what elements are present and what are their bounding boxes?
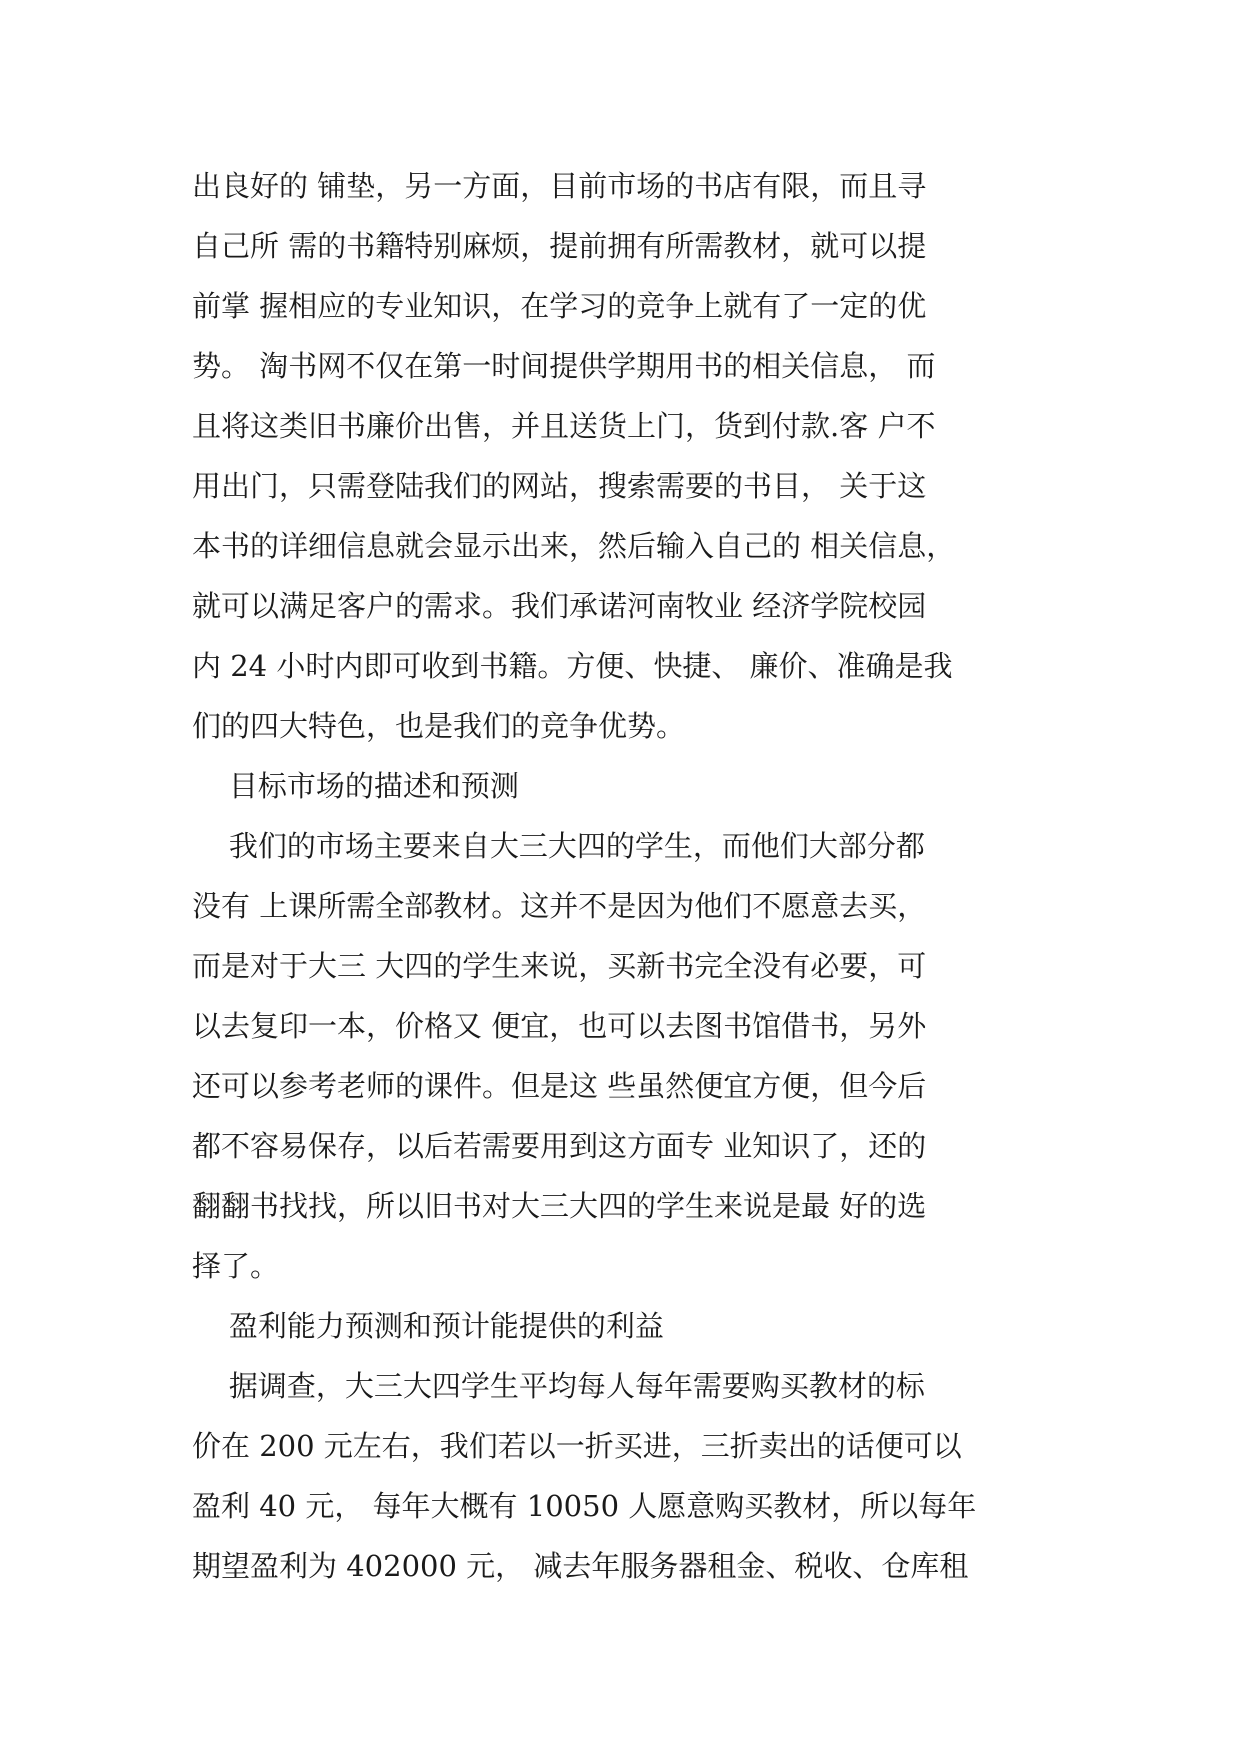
- paragraph-line: 内 24 小时内即可收到书籍。方便、快捷、 廉价、准确是我: [192, 649, 953, 683]
- document-body: [192, 156, 1072, 1596]
- section-heading: 盈利能力预测和预计能提供的利益: [192, 1309, 664, 1343]
- paragraph-line: 本书的详细信息就会显示出来，然后输入自己的 相关信息，: [192, 529, 956, 563]
- paragraph-line: 自己所 需的书籍特别麻烦，提前拥有所需教材，就可以提: [192, 229, 927, 263]
- paragraph-line: 用出门，只需登陆我们的网站，搜索需要的书目， 关于这: [192, 469, 927, 503]
- paragraph-line: 出良好的 铺垫，另一方面，目前市场的书店有限，而且寻: [192, 169, 927, 203]
- paragraph-line: 择了。: [192, 1249, 280, 1283]
- paragraph-line: 们的四大特色，也是我们的竞争优势。: [192, 709, 686, 743]
- paragraph-line: 价在 200 元左右，我们若以一折买进，三折卖出的话便可以: [192, 1429, 962, 1463]
- paragraph-line: 且将这类旧书廉价出售，并且送货上门，货到付款.客 户不: [192, 409, 936, 443]
- paragraph-line: 盈利 40 元， 每年大概有 10050 人愿意购买教材，所以每年: [192, 1489, 977, 1523]
- paragraph-line: 势。 淘书网不仅在第一时间提供学期用书的相关信息， 而: [192, 349, 936, 383]
- paragraph-line: 翻翻书找找，所以旧书对大三大四的学生来说是最 好的选: [192, 1189, 927, 1223]
- section-heading: 目标市场的描述和预测: [192, 769, 519, 803]
- paragraph-line: 据调查，大三大四学生平均每人每年需要购买教材的标: [192, 1369, 925, 1403]
- paragraph-line: 我们的市场主要来自大三大四的学生，而他们大部分都: [192, 829, 925, 863]
- paragraph-line: 就可以满足客户的需求。我们承诺河南牧业 经济学院校园: [192, 589, 927, 623]
- paragraph-line: 没有 上课所需全部教材。这并不是因为他们不愿意去买，: [192, 889, 927, 923]
- paragraph-line: 还可以参考老师的课件。但是这 些虽然便宜方便，但今后: [192, 1069, 927, 1103]
- paragraph-line: 以去复印一本，价格又 便宜，也可以去图书馆借书，另外: [192, 1009, 927, 1043]
- paragraph-line: 前掌 握相应的专业知识，在学习的竞争上就有了一定的优: [192, 289, 927, 323]
- paragraph-line: 都不容易保存，以后若需要用到这方面专 业知识了，还的: [192, 1129, 927, 1163]
- paragraph-line: 而是对于大三 大四的学生来说，买新书完全没有必要，可: [192, 949, 927, 983]
- paragraph-line: 期望盈利为 402000 元， 减去年服务器租金、税收、仓库租: [192, 1549, 969, 1583]
